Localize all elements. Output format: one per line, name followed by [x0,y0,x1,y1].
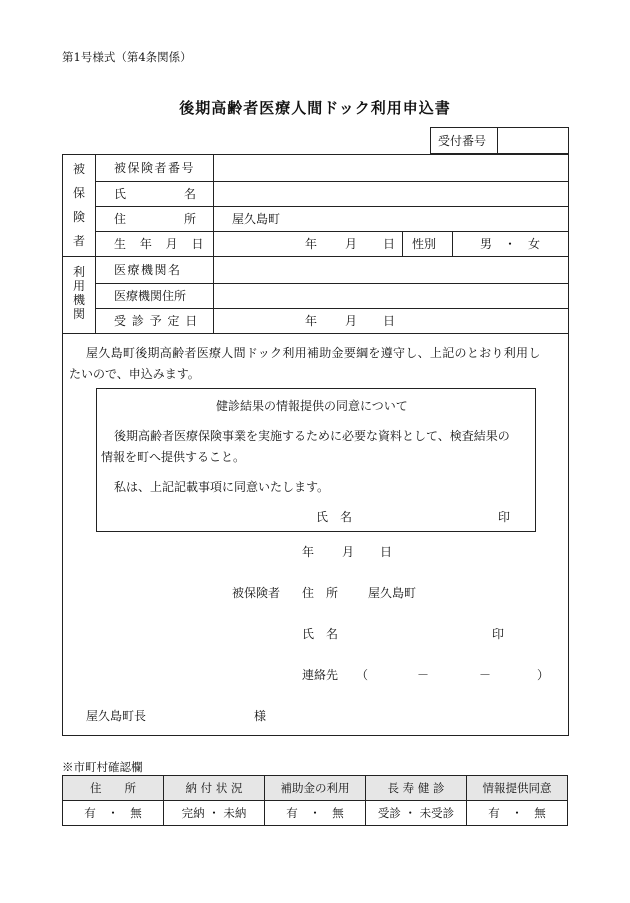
receipt-number-label: 受付番号 [438,134,487,148]
sex-label: 性別 [412,237,437,251]
contact-label: 連絡先 [302,668,339,682]
header-info-consent: 情報提供同意 [467,776,568,801]
applicant-address-label: 住 所 [302,586,339,600]
contact-open-paren: （ [356,668,369,682]
name-label-b: 名 [184,187,197,201]
contact-close-paren: ） [537,668,550,682]
applicant-day: 日 [380,545,393,559]
cell-payment-status[interactable]: 完納 ・ 未納 [164,801,265,826]
cell-longevity-checkup[interactable]: 受診 ・ 未受診 [366,801,467,826]
table-row [63,776,568,801]
consent-seal: 印 [498,510,511,524]
applicant-insured-label: 被保険者 [232,586,281,600]
scheduled-year: 年 [305,314,318,328]
declaration-line-2: たいので、申込みます。 [69,367,200,381]
header-payment-status: 納 付 状 況 [164,776,265,801]
consent-heading: 健診結果の情報提供の同意について [216,399,408,413]
insured-number-label: 被保険者番号 [114,161,196,175]
honorific: 様 [254,709,267,723]
applicant-name-label: 氏 名 [302,627,339,641]
insured-group-label: 被 保 険 者 [72,162,85,248]
facility-group-label: 利 用 機 関 [72,265,85,321]
addressee: 屋久島町長 [86,709,147,723]
facility-address-field[interactable] [214,284,568,308]
address-label-b: 所 [184,212,197,226]
facility-name-label: 医療機関名 [114,263,182,277]
cell-info-consent[interactable]: 有 ・ 無 [467,801,568,826]
applicant-month: 月 [342,545,355,559]
consent-body-line-1: 後期高齢者医療保険事業を実施するために必要な資料として、検査結果の [114,429,510,443]
scheduled-date-label: 受 診 予 定 日 [114,314,199,328]
table-row [63,801,568,826]
dob-month: 月 [345,237,358,251]
sex-options[interactable]: 男 ・ 女 [480,237,541,251]
address-value[interactable]: 屋久島町 [232,212,281,226]
name-label-a: 氏 [114,187,127,201]
form-number: 第1号様式（第4条関係） [62,50,192,64]
insured-number-field[interactable] [214,155,568,181]
address-label-a: 住 [114,212,127,226]
header-address: 住 所 [63,776,164,801]
declaration-line-1: 屋久島町後期高齢者医療人間ドック利用補助金要綱を遵守し、上記のとおり利用し [86,346,541,360]
municipal-note: ※市町村確認欄 [62,760,143,774]
contact-dash-2: － [479,668,492,682]
consent-agree: 私は、上記記載事項に同意いたします。 [114,480,330,494]
facility-address-label: 医療機関住所 [114,289,187,303]
consent-name-label: 氏 名 [316,510,353,524]
applicant-seal: 印 [492,627,505,641]
name-field[interactable] [214,182,568,206]
applicant-year: 年 [302,545,315,559]
page-title: 後期高齢者医療人間ドック利用申込書 [179,99,451,117]
consent-body-line-2: 情報を町へ提供すること。 [101,450,246,464]
dob-label: 生 年 月 日 [114,237,209,251]
scheduled-month: 月 [345,314,358,328]
header-longevity-checkup: 長 寿 健 診 [366,776,467,801]
cell-address[interactable]: 有 ・ 無 [63,801,164,826]
scheduled-day: 日 [383,314,396,328]
dob-day: 日 [383,237,396,251]
applicant-address-value[interactable]: 屋久島町 [368,586,417,600]
facility-name-field[interactable] [214,257,568,283]
contact-dash-1: － [417,668,430,682]
municipal-confirm-table [62,775,568,826]
dob-year: 年 [305,237,318,251]
header-subsidy-use: 補助金の利用 [265,776,366,801]
receipt-number-field[interactable] [498,128,568,153]
cell-subsidy-use[interactable]: 有 ・ 無 [265,801,366,826]
